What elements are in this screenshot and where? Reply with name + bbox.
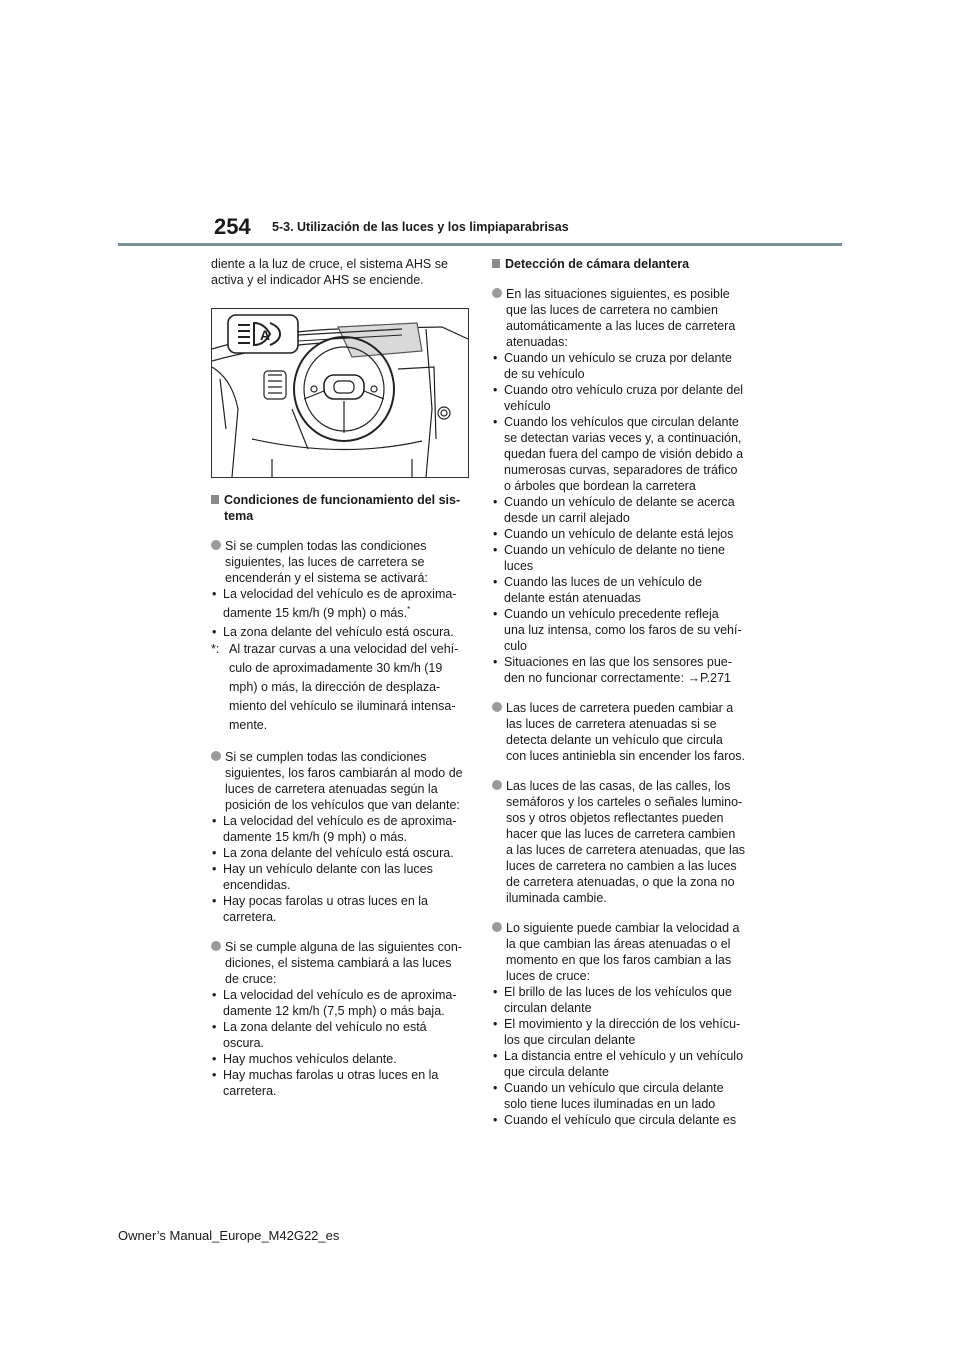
text-line: mph) o más, la dirección de desplaza- [229,680,441,694]
text-line: La zona delante del vehículo está oscura. [223,846,454,860]
text-line: activa y el indicador AHS se enciende. [211,273,424,287]
text-line: se detectan varias veces y, a continuación, [504,431,742,445]
footnote-mark: *: [211,642,220,656]
sub-item: • La zona delante del vehículo está oscura. [211,845,471,861]
sub-item: • Hay muchas farolas u otras luces en la carretera. [211,1067,471,1099]
text-line: Cuando otro vehículo cruza por delante del [504,383,744,397]
heading-line: Detección de cámara delantera [505,257,690,271]
sub-item: • Hay pocas farolas u otras luces en la carretera. [211,893,471,925]
text-line: Situaciones en las que los sensores pue- [504,655,732,669]
text-line: miento del vehículo se iluminará intensa- [229,699,456,713]
text-line: numerosas curvas, separadores de tráfico [504,463,738,477]
text-line: Las luces de carretera pueden cambiar a [506,701,734,715]
text-line: Lo siguiente puede cambiar la velocidad a [506,921,740,935]
text-line: Cuando el vehículo que circula delante es [504,1113,737,1127]
sub-item: • Situaciones en las que los sensores pue- den no funcionar correctamente: →P.271 [492,654,754,686]
text-line: automáticamente a las luces de carretera [506,319,736,333]
text-line: la que cambian las áreas atenuadas o el [506,937,731,951]
sub-item: • Cuando el vehículo que circula delante es [492,1112,754,1128]
text-line: culo [504,639,527,653]
circle-bullet-icon [492,702,502,712]
text-line: solo tiene luces iluminadas en un lado [504,1097,716,1111]
bullet-item [211,749,471,813]
text-line: delante están atenuadas [504,591,641,605]
text-line: La zona delante del vehículo está oscura. [223,625,454,639]
text-line: damente 12 km/h (7,5 mph) o más baja. [223,1004,445,1018]
dashboard-illustration [211,308,469,478]
sub-item: • Cuando un vehículo que circula delante solo tiene luces iluminadas en un lado [492,1080,754,1112]
sub-item: • La zona delante del vehículo no está oscura. [211,1019,471,1051]
sub-item: • Cuando otro vehículo cruza por delante del vehículo [492,382,754,414]
text-line: iluminada cambie. [506,891,607,905]
sub-list [211,987,471,1099]
sub-item: • Cuando un vehículo se cruza por delante de su vehículo [492,350,754,382]
dashboard-drawing [212,309,468,477]
text-line: posición de los vehículos que van delante: [225,798,460,812]
circle-bullet-icon [211,941,221,951]
text-line: luces de cruce: [506,969,591,983]
heading-line: Condiciones de funcionamiento del sis- [224,493,461,507]
sub-item: • La velocidad del vehículo es de aproxima- damente 15 km/h (9 mph) o más. [211,813,471,845]
text-line: Hay un vehículo delante con las luces [223,862,433,876]
text-line: quedan fuera del campo de visión debido a [504,447,744,461]
page-number: 254 [214,214,251,239]
text-line: luces de carretera atenuadas según la [225,782,438,796]
text-line: Hay muchas farolas u otras luces en la [223,1068,439,1082]
text-span: den no funcionar correctamente: [504,671,688,685]
text-line: La zona delante del vehículo no está [223,1020,427,1034]
text-line: El movimiento y la dirección de los vehícu- [504,1017,741,1031]
text-line: Cuando las luces de un vehículo de [504,575,703,589]
text-line: Si se cumplen todas las condiciones [225,750,427,764]
text-line: damente 15 km/h (9 mph) o más. [223,830,408,844]
left-column [211,256,471,1099]
circle-bullet-icon [492,922,502,932]
text-line: o árboles que bordean la carretera [504,479,696,493]
section-title: 5-3. Utilización de las luces y los limpiaparabrisas [272,220,569,234]
text-line: Cuando un vehículo de delante está lejos [504,527,734,541]
text-line: sos y otros objetos reflectantes pueden [506,811,724,825]
text-line: oscura. [223,1036,264,1050]
text-line: vehículo [504,399,551,413]
bullet-item [492,920,754,984]
square-bullet-icon [492,259,500,268]
footnote [211,640,471,735]
text-line: Hay muchos vehículos delante. [223,1052,397,1066]
text-line: Cuando un vehículo de delante no tiene [504,543,726,557]
text-line: encenderán y el sistema se activará: [225,571,428,585]
text-line: Cuando un vehículo precedente refleja [504,607,719,621]
sub-list [492,984,754,1128]
sub-item: • La distancia entre el vehículo y un vehículo que circula delante [492,1048,754,1080]
text-line: atenuadas: [506,335,568,349]
text-line: hacer que las luces de carretera cambien [506,827,736,841]
sub-item: • La velocidad del vehículo es de aproxima- damente 12 km/h (7,5 mph) o más baja. [211,987,471,1019]
text-line: culo de aproximadamente 30 km/h (19 [229,661,443,675]
text-line: Cuando un vehículo de delante se acerca [504,495,735,509]
text-line: La distancia entre el vehículo y un vehículo [504,1049,744,1063]
sub-item: • Cuando los vehículos que circulan delante se detectan varias veces y, a continuación, quedan fuera del campo de visión debido a numerosas curvas, separadores de tráfico o árboles que bordean la carretera [492,414,754,494]
circle-bullet-icon [492,780,502,790]
sub-list [211,813,471,925]
text-line: luces [504,559,534,573]
footnote-marker: * [407,604,411,614]
indicator-label: A [260,327,271,343]
sub-item: • Cuando un vehículo de delante está lejos [492,526,754,542]
bullet-item [492,286,754,350]
text-line: Cuando un vehículo que circula delante [504,1081,724,1095]
text-line: mente. [229,718,268,732]
text-line: diciones, el sistema cambiará a las luces [225,956,452,970]
text-line: que circula delante [504,1065,609,1079]
text-line: con luces antiniebla sin encender los faros. [506,749,746,763]
text-line: luces de carretera no cambien a las luces [506,859,737,873]
text-line: La velocidad del vehículo es de aproxima- [223,587,457,601]
sub-list [492,350,754,686]
text-line: de cruce: [225,972,277,986]
text-line: semáforos y los carteles o señales lumino- [506,795,743,809]
text-line [223,602,471,624]
sub-item: • El brillo de las luces de los vehículos que circulan delante [492,984,754,1016]
sub-item: • El movimiento y la dirección de los vehícu- los que circulan delante [492,1016,754,1048]
footer-text: Owner’s Manual_Europe_M42G22_es [118,1228,340,1243]
text-line: diente a la luz de cruce, el sistema AHS se [211,257,448,271]
text-line: de carretera atenuadas, o que la zona no [506,875,735,889]
circle-bullet-icon [211,540,221,550]
text-line: La velocidad del vehículo es de aproxima- [223,814,457,828]
text-line: Si se cumplen todas las condiciones [225,539,427,553]
bullet-item [211,939,471,987]
sub-item: • Hay muchos vehículos delante. [211,1051,471,1067]
text-line: a las luces de carretera atenuadas, que las [506,843,746,857]
text-line: las luces de carretera atenuadas si se [506,717,717,731]
square-bullet-icon [211,495,219,504]
section-heading-camera [492,256,754,272]
text-line: Al trazar curvas a una velocidad del vehí- [229,642,459,656]
text-line: siguientes, las luces de carretera se [225,555,425,569]
sub-list [211,586,471,640]
header-divider [118,243,842,246]
text-line: momento en que los faros cambian a las [506,953,732,967]
bullet-item [211,538,471,586]
text-line: de su vehículo [504,367,585,381]
text-line: detecta delante un vehículo que circula [506,733,723,747]
text-line: Si se cumple alguna de las siguientes con- [225,940,462,954]
sub-item: • Cuando un vehículo de delante no tiene luces [492,542,754,574]
text-span: damente 15 km/h (9 mph) o más. [223,606,408,620]
text-line: siguientes, los faros cambiarán al modo de [225,766,463,780]
text-line: Cuando los vehículos que circulan delante [504,415,739,429]
circle-bullet-icon [492,288,502,298]
text-line [504,670,754,686]
right-column [492,256,754,1128]
sub-item: • Cuando un vehículo de delante se acerca desde un carril alejado [492,494,754,526]
text-line: carretera. [223,910,277,924]
text-line: circulan delante [504,1001,592,1015]
heading-line: tema [224,509,254,523]
page-reference-link[interactable]: →P.271 [687,671,732,685]
bullet-item [492,778,754,906]
sub-item: • La velocidad del vehículo es de aproxima- damente 15 km/h (9 mph) o más.* [211,586,471,624]
text-line: encendidas. [223,878,291,892]
sub-item: • Hay un vehículo delante con las luces encendidas. [211,861,471,893]
sub-item: • Cuando un vehículo precedente refleja una luz intensa, como los faros de su vehí- culo [492,606,754,654]
sub-item: • Cuando las luces de un vehículo de delante están atenuadas [492,574,754,606]
bullet-item [492,700,754,764]
section-heading-conditions [211,492,471,524]
circle-bullet-icon [211,751,221,761]
text-line: Cuando un vehículo se cruza por delante [504,351,732,365]
text-line: La velocidad del vehículo es de aproxima- [223,988,457,1002]
text-line: El brillo de las luces de los vehículos que [504,985,732,999]
intro-paragraph [211,256,471,288]
sub-item: • La zona delante del vehículo está oscura. [211,624,471,640]
text-line: los que circulan delante [504,1033,636,1047]
text-line: una luz intensa, como los faros de su vehí- [504,623,742,637]
text-line: desde un carril alejado [504,511,630,525]
text-line: Hay pocas farolas u otras luces en la [223,894,428,908]
text-line: que las luces de carretera no cambien [506,303,718,317]
text-line: En las situaciones siguientes, es posible [506,287,730,301]
text-line: carretera. [223,1084,277,1098]
text-line: Las luces de las casas, de las calles, los [506,779,731,793]
